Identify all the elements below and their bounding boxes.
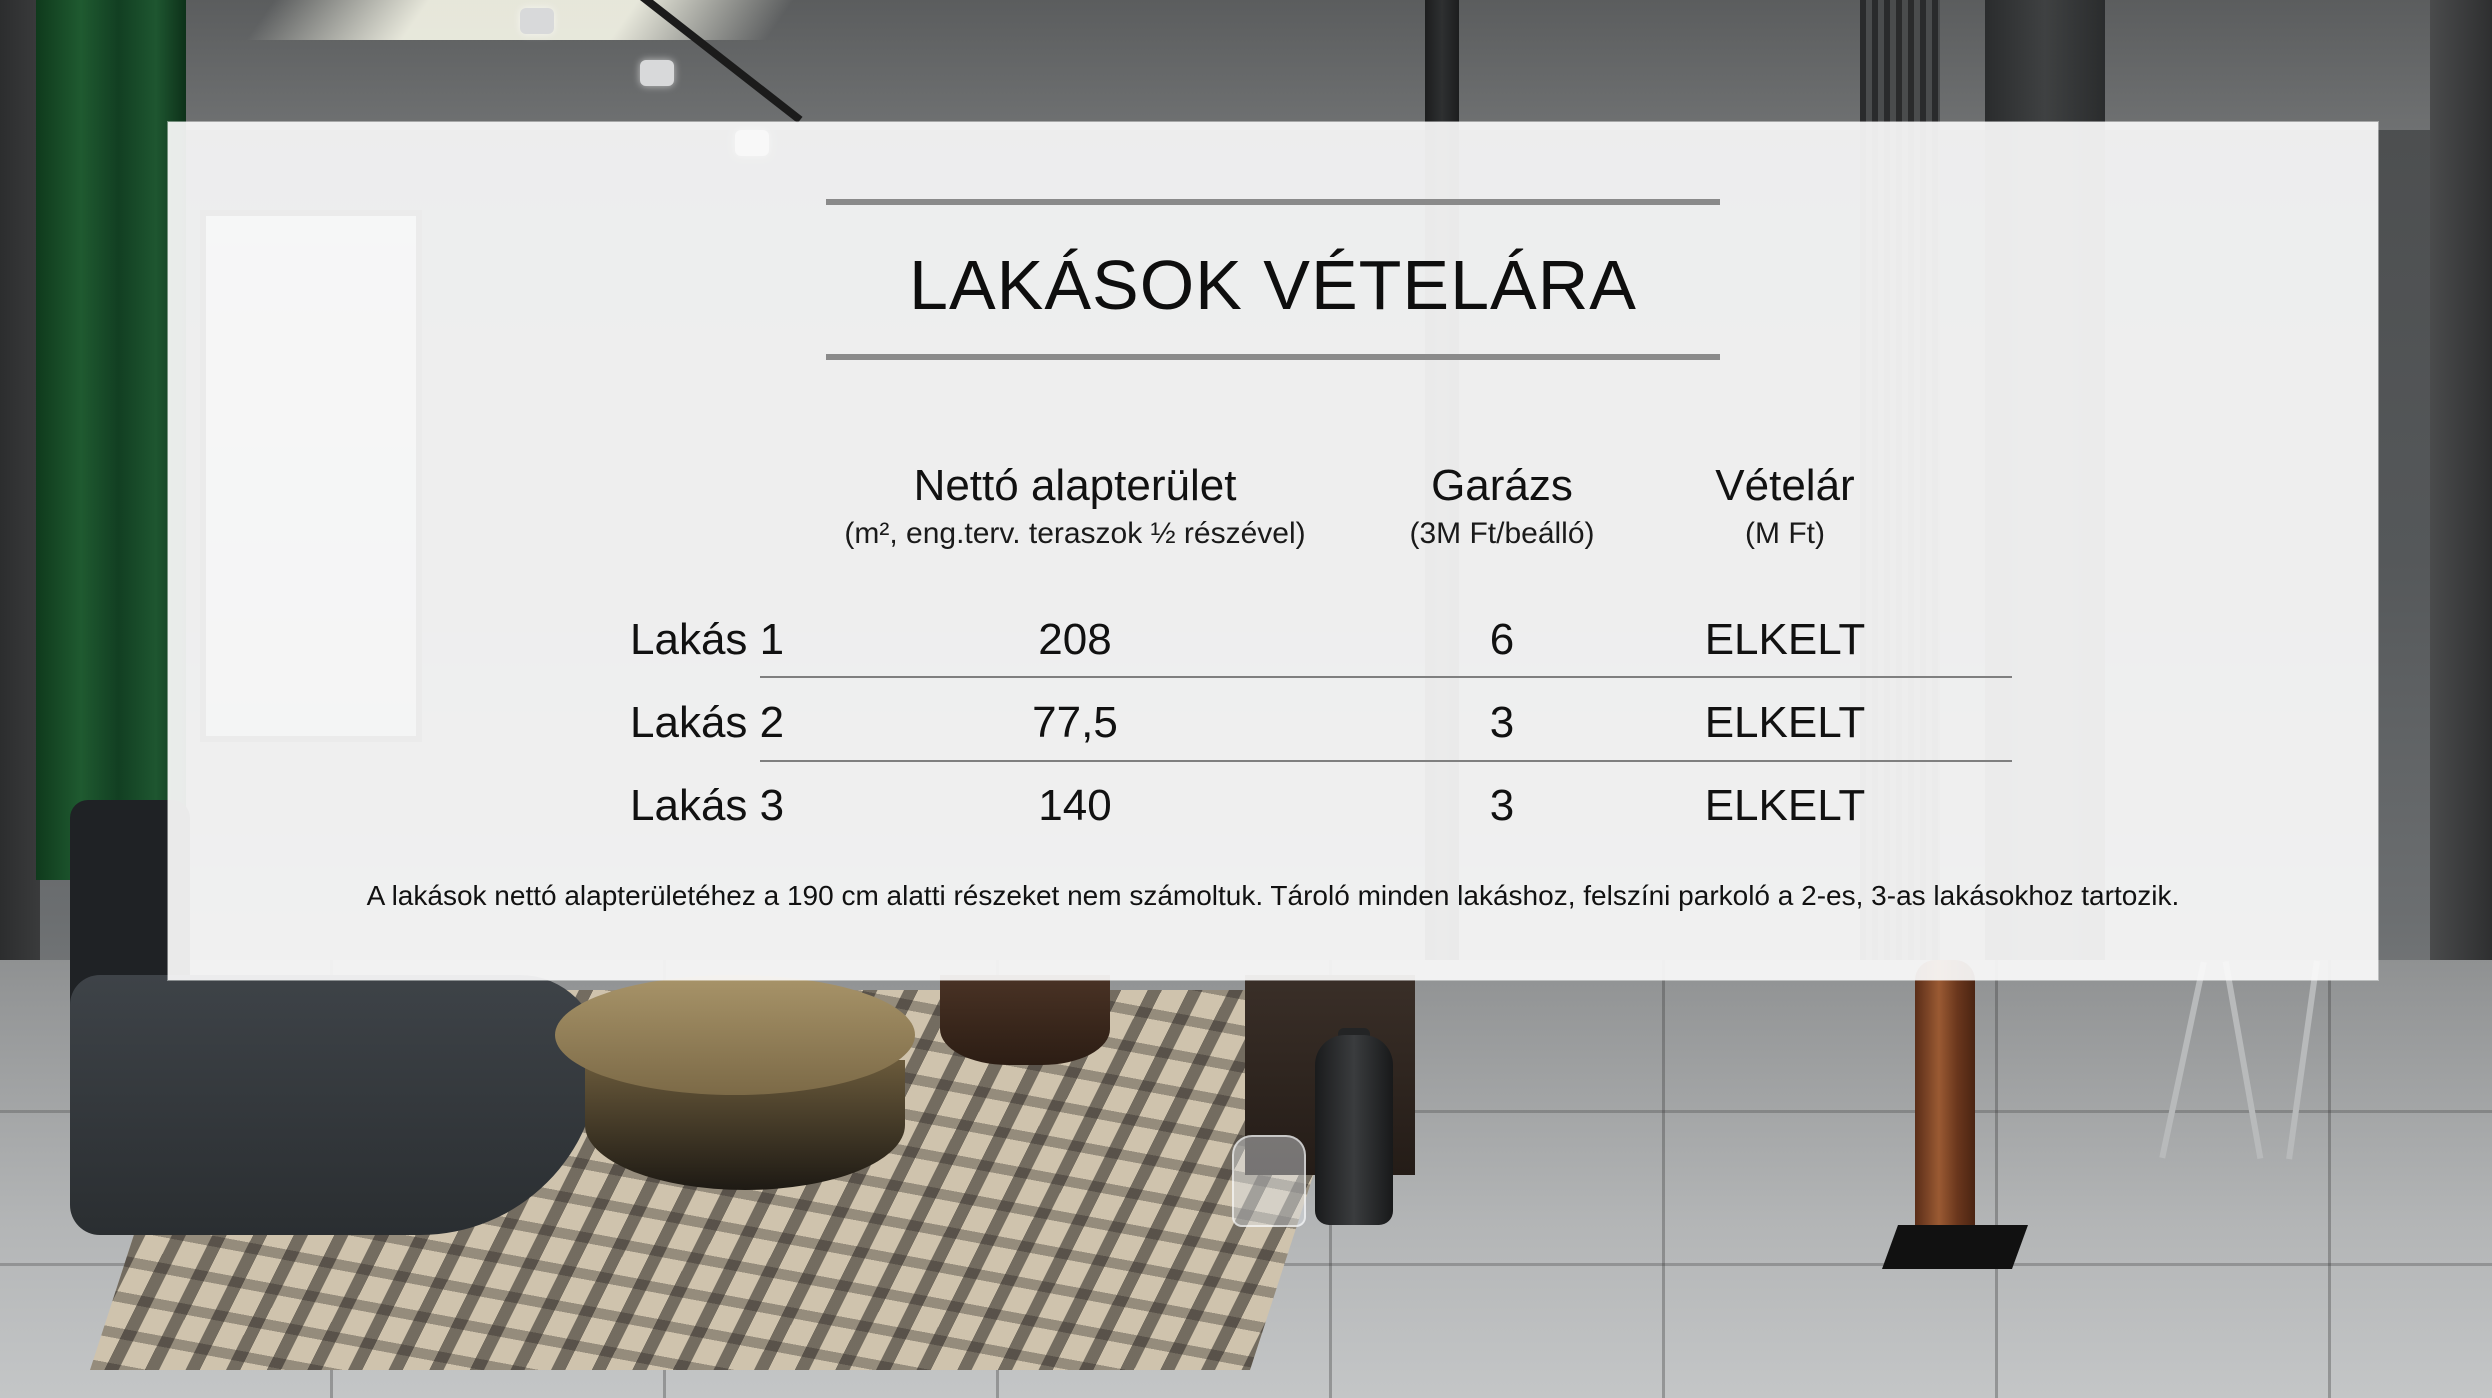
row-price: ELKELT <box>1704 781 1866 830</box>
column-header-price <box>1645 462 1925 552</box>
spotlight <box>520 8 554 34</box>
black-vase <box>1315 1035 1393 1225</box>
wood-sculpture <box>1915 960 1975 1260</box>
column-header-garage <box>1362 462 1642 552</box>
row-garage: 3 <box>1489 698 1515 747</box>
row-divider <box>760 760 2012 762</box>
row-name: Lakás 1 <box>630 615 785 664</box>
column-header-sublabel: (m², eng.terv. teraszok ½ részével) <box>844 517 1306 551</box>
footnote: A lakások nettó alapterületéhez a 190 cm alatti részeket nem számoltuk. Tároló minden lakáshoz, felszíni parkoló a 2-es, 3-as lakásokhoz tartozik. <box>366 880 2180 911</box>
title-rule-top <box>826 199 1720 205</box>
row-area: 208 <box>1038 615 1112 664</box>
row-name: Lakás 3 <box>630 781 785 830</box>
page-title: LAKÁSOK VÉTELÁRA <box>909 246 1637 324</box>
row-divider <box>760 676 2012 678</box>
side-stool <box>940 975 1110 1065</box>
row-garage: 6 <box>1489 615 1515 664</box>
row-price: ELKELT <box>1704 698 1866 747</box>
row-garage: 3 <box>1489 781 1515 830</box>
sculpture-stand <box>1882 1225 2028 1269</box>
row-price: ELKELT <box>1704 615 1866 664</box>
column-header-label: Nettó alapterület <box>913 461 1237 510</box>
column-header-label: Vételár <box>1715 461 1855 510</box>
glass-jar <box>1232 1135 1306 1227</box>
row-name: Lakás 2 <box>630 698 785 747</box>
column-header-label: Garázs <box>1431 461 1573 510</box>
coffee-table <box>555 975 915 1095</box>
row-area: 77,5 <box>1032 698 1118 747</box>
column-header-sublabel: (3M Ft/beálló) <box>1409 517 1595 551</box>
sofa <box>70 975 600 1235</box>
title-rule-bottom <box>826 354 1720 360</box>
green-curtain <box>36 0 186 880</box>
row-area: 140 <box>1038 781 1112 830</box>
column-header-sublabel: (M Ft) <box>1745 517 1825 551</box>
spotlight <box>640 60 674 86</box>
column-header-area <box>780 462 1370 552</box>
